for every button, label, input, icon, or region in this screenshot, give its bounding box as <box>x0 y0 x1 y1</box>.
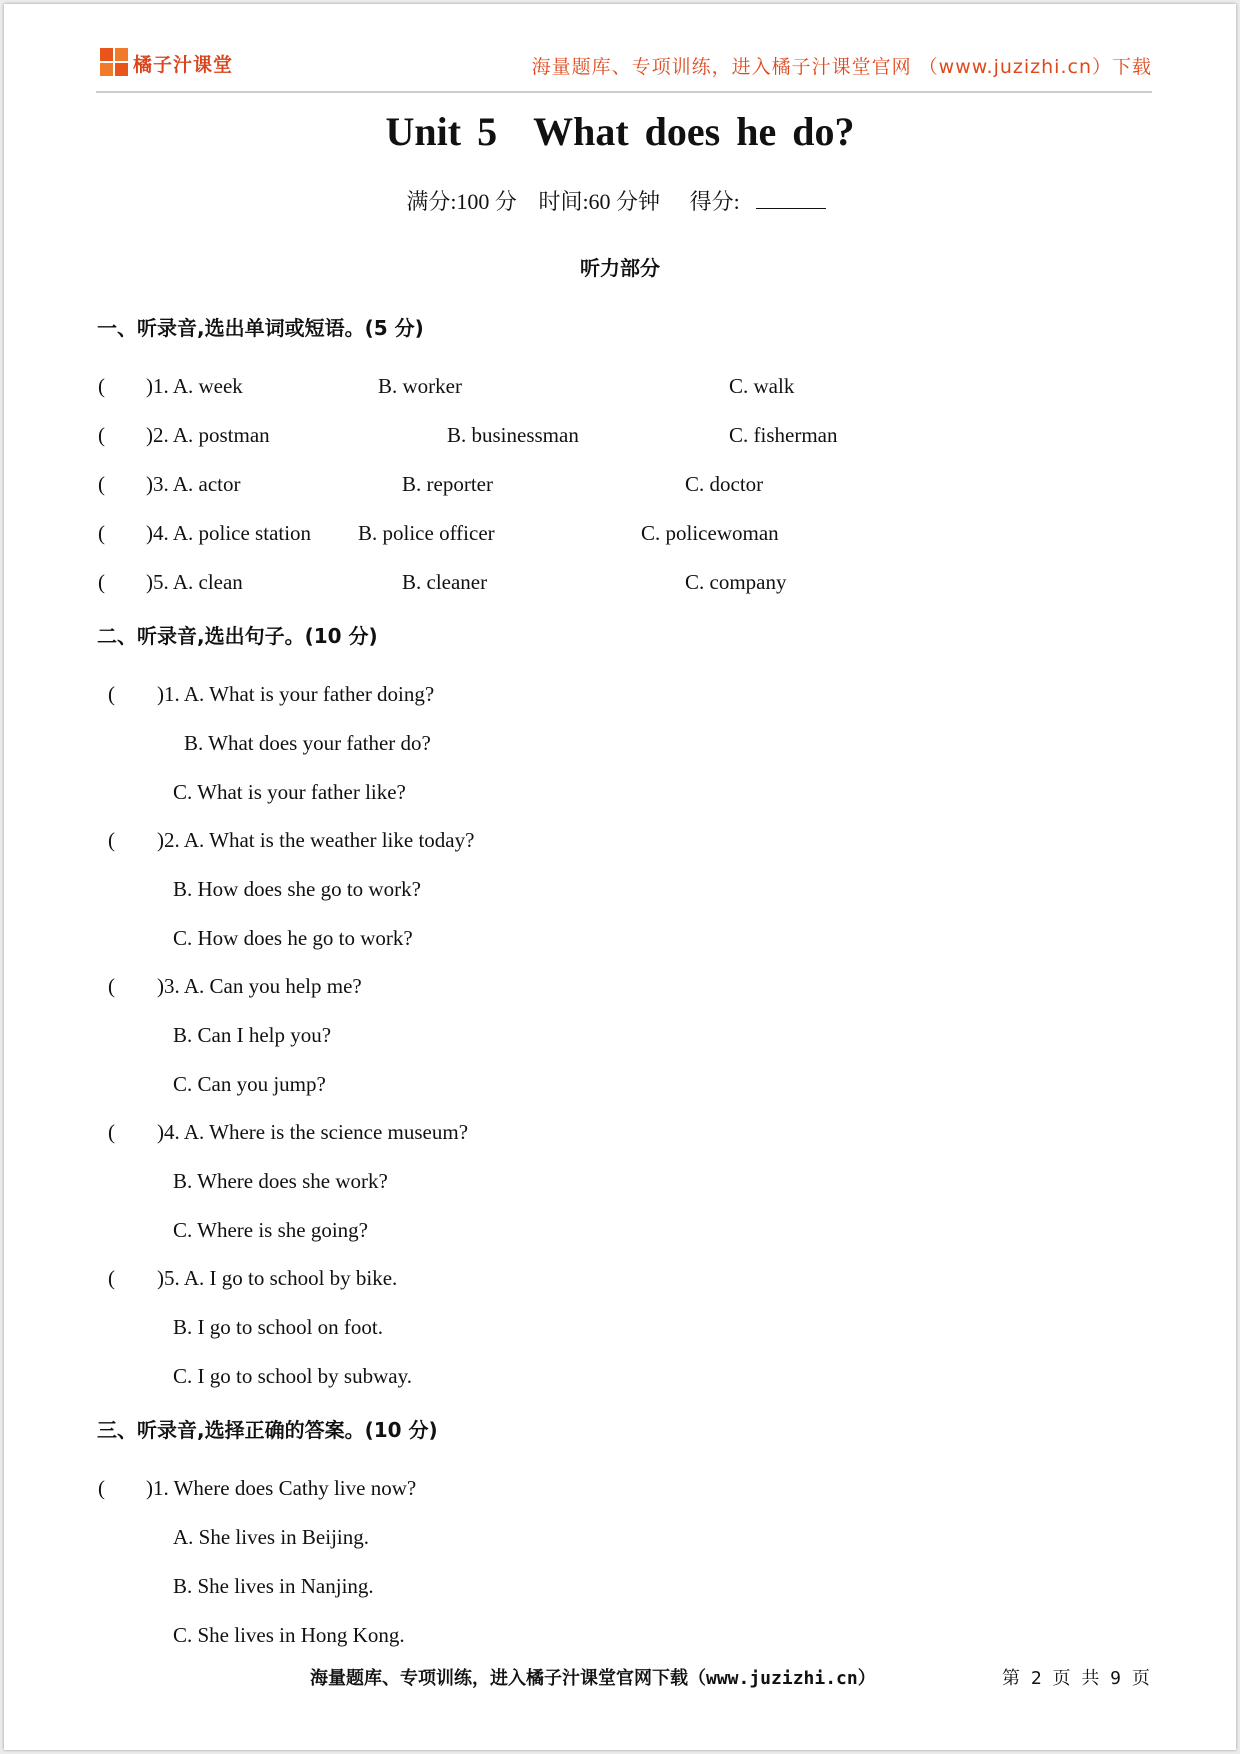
exam-meta <box>4 185 1236 216</box>
header-divider <box>96 91 1152 93</box>
section-1-heading: 一、听录音,选出单词或短语。(5 分) <box>97 316 424 340</box>
answer-paren[interactable]: ( <box>98 472 105 496</box>
s2-q3-option-c: C. Can you jump? <box>173 1072 326 1096</box>
s1-q1-option-b: B. worker <box>378 374 462 398</box>
s1-q5-option-a: )5. A. clean <box>146 570 243 594</box>
logo-text: 橘子汁课堂 <box>133 53 234 76</box>
s1-q1-option-a: )1. A. week <box>146 374 243 398</box>
s1-q3-option-a: )3. A. actor <box>146 472 241 496</box>
section-2-heading: 二、听录音,选出句子。(10 分) <box>97 624 378 648</box>
s2-q4-option-a: )4. A. Where is the science museum? <box>157 1120 469 1144</box>
worksheet-page <box>4 4 1236 1750</box>
s2-q3-option-b: B. Can I help you? <box>173 1023 332 1047</box>
s2-q2-option-c: C. How does he go to work? <box>173 926 413 950</box>
part-heading: 听力部分 <box>580 256 660 280</box>
full-score: 满分:100 分 <box>406 189 517 214</box>
page-number: 第 2 页 共 9 页 <box>1002 1668 1150 1689</box>
answer-paren[interactable]: ( <box>108 1266 115 1290</box>
s1-q4-option-b: B. police officer <box>358 521 495 545</box>
answer-paren[interactable]: ( <box>98 374 105 398</box>
footer-link[interactable]: 海量题库、专项训练，进入橘子汁课堂官网下载（www.juzizhi.cn） <box>310 1668 876 1689</box>
s2-q1-option-a: )1. A. What is your father doing? <box>157 682 435 706</box>
answer-paren[interactable]: ( <box>98 1476 105 1500</box>
s3-q1-question: )1. Where does Cathy live now? <box>146 1476 417 1500</box>
score-label: 得分: <box>689 189 740 214</box>
answer-paren[interactable]: ( <box>108 974 115 998</box>
s1-q5-option-c: C. company <box>685 570 787 594</box>
header-slogan-link[interactable]: 海量题库、专项训练，进入橘子汁课堂官网 （www.juzizhi.cn）下载 <box>531 56 1152 78</box>
s3-q1-option-b: B. She lives in Nanjing. <box>173 1574 374 1598</box>
title-topic: What does he do? <box>533 109 855 154</box>
logo-icon <box>100 48 130 78</box>
s1-q2-option-a: )2. A. postman <box>146 423 270 447</box>
s2-q1-option-b: B. What does your father do? <box>184 731 431 755</box>
s2-q5-option-b: B. I go to school on foot. <box>173 1315 383 1339</box>
s3-q1-option-c: C. She lives in Hong Kong. <box>173 1623 405 1647</box>
s1-q3-option-c: C. doctor <box>685 472 764 496</box>
section-3-heading: 三、听录音,选择正确的答案。(10 分) <box>97 1418 438 1442</box>
s1-q2-option-b: B. businessman <box>447 423 579 447</box>
s1-q4-option-c: C. policewoman <box>641 521 779 545</box>
brand-logo[interactable] <box>100 48 233 78</box>
answer-paren[interactable]: ( <box>108 1120 115 1144</box>
s2-q2-option-b: B. How does she go to work? <box>173 877 421 901</box>
s2-q5-option-c: C. I go to school by subway. <box>173 1364 412 1388</box>
s3-q1-option-a: A. She lives in Beijing. <box>173 1525 369 1549</box>
s2-q1-option-c: C. What is your father like? <box>173 780 406 804</box>
s1-q5-option-b: B. cleaner <box>402 570 488 594</box>
s2-q2-option-a: )2. A. What is the weather like today? <box>157 828 475 852</box>
title-unit: Unit 5 <box>385 109 498 154</box>
s2-q5-option-a: )5. A. I go to school by bike. <box>157 1266 398 1290</box>
s2-q4-option-b: B. Where does she work? <box>173 1169 388 1193</box>
s1-q4-option-a: )4. A. police station <box>146 521 312 545</box>
s1-q1-option-c: C. walk <box>729 374 795 398</box>
s2-q3-option-a: )3. A. Can you help me? <box>157 974 362 998</box>
answer-paren[interactable]: ( <box>98 423 105 447</box>
s1-q2-option-c: C. fisherman <box>729 423 838 447</box>
score-blank[interactable] <box>756 190 826 209</box>
answer-paren[interactable]: ( <box>108 828 115 852</box>
time-limit: 时间:60 分钟 <box>538 189 661 214</box>
answer-paren[interactable]: ( <box>98 570 105 594</box>
page-title <box>4 108 1236 155</box>
s1-q3-option-b: B. reporter <box>402 472 493 496</box>
answer-paren[interactable]: ( <box>108 682 115 706</box>
s2-q4-option-c: C. Where is she going? <box>173 1218 368 1242</box>
page-header <box>96 44 1152 88</box>
answer-paren[interactable]: ( <box>98 521 105 545</box>
